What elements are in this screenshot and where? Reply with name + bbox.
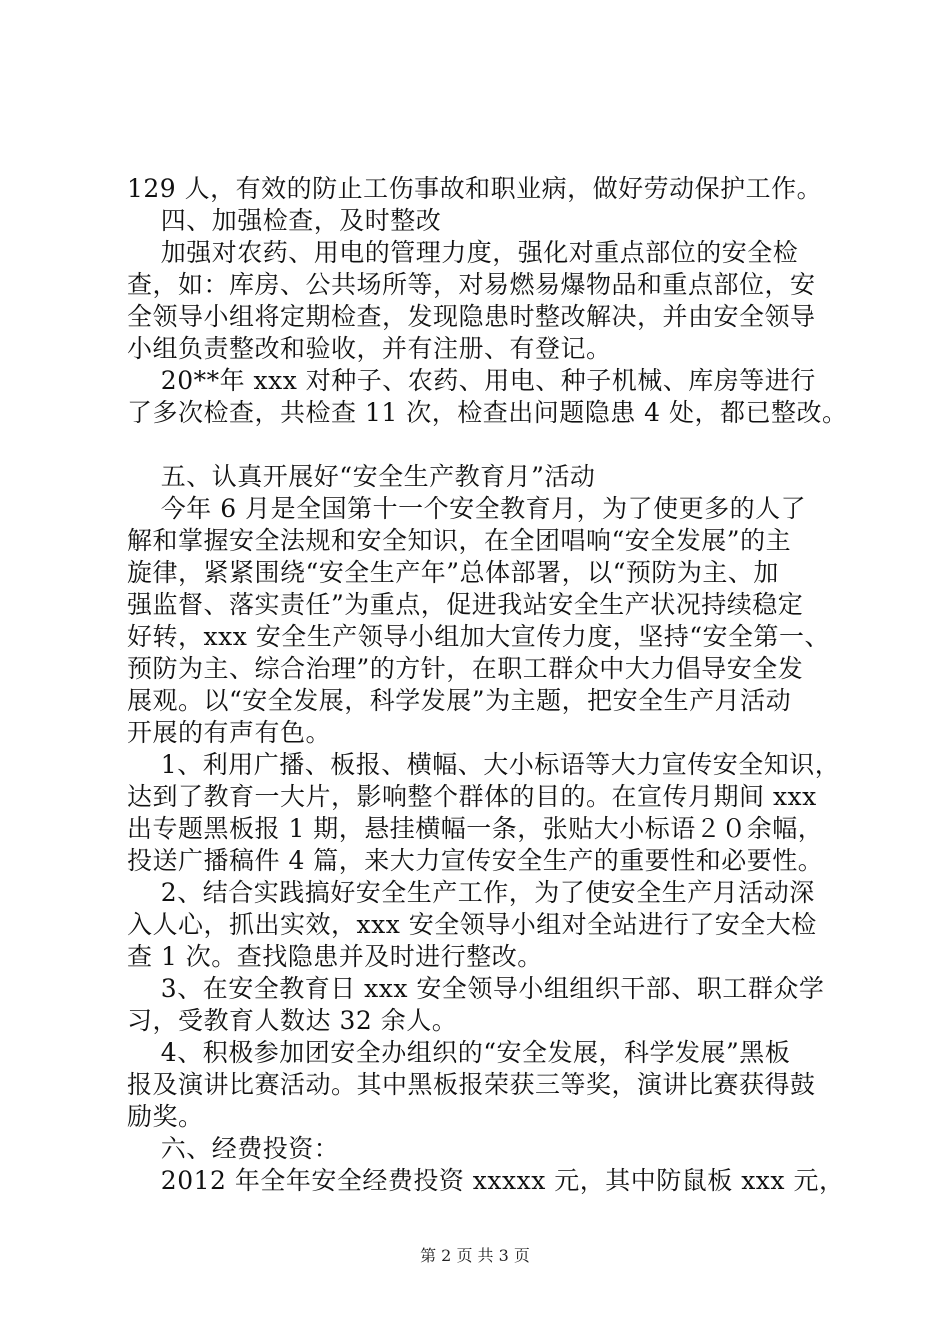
text-line: 达到了教育一大片，影响整个群体的目的。在宣传月期间 xxx — [127, 782, 817, 811]
text-line: 励奖。 — [127, 1102, 204, 1131]
text-line: 习，受教育人数达 32 余人。 — [127, 1006, 458, 1035]
document-body — [127, 173, 848, 1197]
text-line: 入人心，抓出实效，xxx 安全领导小组对全站进行了安全大检 — [127, 910, 817, 939]
text-line: 旋律，紧紧围绕“安全生产年”总体部署，以“预防为主、加 — [127, 558, 779, 587]
text-line: 报及演讲比赛活动。其中黑板报荣获三等奖，演讲比赛获得鼓 — [127, 1070, 816, 1099]
text-line: 出专题黑板报 1 期，悬挂横幅一条，张贴大小标语２０余幅， — [127, 814, 824, 843]
text-line: 了多次检查，共检查 11 次，检查出问题隐患 4 处，都已整改。 — [127, 398, 848, 427]
text-line: 好转，xxx 安全生产领导小组加大宣传力度，坚持“安全第一、 — [127, 622, 831, 651]
text-line: 4、积极参加团安全办组织的“安全发展，科学发展”黑板 — [127, 1038, 791, 1067]
text-line: 129 人，有效的防止工伤事故和职业病，做好劳动保护工作。 — [127, 174, 823, 203]
text-line: 查 1 次。查找隐患并及时进行整改。 — [127, 942, 543, 971]
text-line: 四、加强检查，及时整改 — [127, 206, 442, 235]
text-line: 3、在安全教育日 xxx 安全领导小组组织干部、职工群众学 — [127, 974, 825, 1003]
text-line: 六、经费投资： — [127, 1134, 340, 1163]
text-line: 加强对农药、用电的管理力度，强化对重点部位的安全检 — [127, 238, 799, 267]
text-line: 五、认真开展好“安全生产教育月”活动 — [127, 462, 596, 491]
text-line: 查，如：库房、公共场所等，对易燃易爆物品和重点部位，安 — [127, 270, 816, 299]
text-line: 预防为主、综合治理”的方针，在职工群众中大力倡导安全发 — [127, 654, 804, 683]
text-line: 2012 年全年安全经费投资 xxxxx 元，其中防鼠板 xxx 元， — [127, 1166, 845, 1195]
text-line: 全领导小组将定期检查，发现隐患时整改解决，并由安全领导 — [127, 302, 816, 331]
page-footer: 第 2 页 共 3 页 — [420, 1246, 530, 1265]
text-line: 强监督、落实责任”为重点，促进我站安全生产状况持续稳定 — [127, 590, 804, 619]
text-line — [127, 429, 827, 461]
text-line: 开展的有声有色。 — [127, 718, 332, 747]
text-line: 展观。以“安全发展，科学发展”为主题，把安全生产月活动 — [127, 686, 792, 715]
text-line: 投送广播稿件 4 篇，来大力宣传安全生产的重要性和必要性。 — [127, 846, 824, 875]
text-line: 今年 6 月是全国第十一个安全教育月，为了使更多的人了 — [127, 494, 807, 523]
text-line: 小组负责整改和验收，并有注册、有登记。 — [127, 334, 612, 363]
text-line: 1、利用广播、板报、横幅、大小标语等大力宣传安全知识， — [127, 750, 841, 779]
text-line: 解和掌握安全法规和安全知识，在全团唱响“安全发展”的主 — [127, 526, 792, 555]
text-line: 2、结合实践搞好安全生产工作，为了使安全生产月活动深 — [127, 878, 815, 907]
text-line: 20**年 xxx 对种子、农药、用电、种子机械、库房等进行 — [127, 366, 816, 395]
